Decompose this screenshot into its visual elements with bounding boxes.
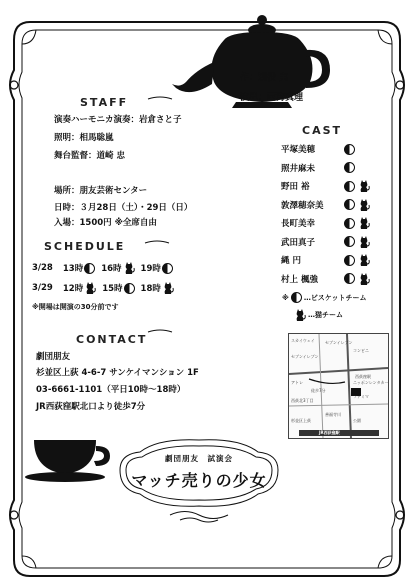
title-sub: 劇団朋友 試演会 bbox=[165, 454, 233, 463]
biscuit-ball-icon bbox=[162, 263, 173, 274]
biscuit-ball-icon bbox=[344, 162, 355, 173]
cast-member bbox=[281, 251, 391, 270]
cast-member bbox=[281, 270, 391, 289]
biscuit-ball-icon bbox=[124, 283, 135, 294]
map-label: 西荻北3丁目 bbox=[291, 398, 314, 403]
cast-heading: CAST bbox=[302, 124, 343, 137]
staff-line: 舞台監督：道崎 忠 bbox=[54, 151, 125, 161]
author-credit: 作：別役 実 bbox=[240, 73, 289, 83]
schedule-heading: SCHEDULE bbox=[44, 240, 126, 253]
title-box bbox=[115, 452, 283, 512]
contact-address: 杉並区上荻 4-6-7 サンケイマンション 1F bbox=[36, 368, 199, 378]
cat-icon bbox=[358, 273, 370, 285]
map-label: コンビニ bbox=[353, 348, 369, 353]
contact-phone: 03-6661-1101（平日10時～18時） bbox=[36, 385, 186, 395]
legend-cat-label: …猫チーム bbox=[308, 311, 343, 319]
teacup-silhouette bbox=[25, 440, 110, 482]
cast-name: 平塚美穂 bbox=[281, 145, 316, 156]
page-title: マッチ売りの少女 bbox=[131, 471, 267, 490]
biscuit-ball-icon bbox=[344, 218, 355, 229]
biscuit-ball-icon bbox=[84, 263, 95, 274]
contact-org: 劇団朋友 bbox=[36, 352, 71, 362]
schedule-slot bbox=[101, 262, 134, 274]
schedule-slot bbox=[63, 282, 96, 294]
map-label: 公園 bbox=[353, 418, 361, 423]
cat-icon bbox=[358, 254, 370, 266]
cast-name: 敦澤穂奈美 bbox=[281, 200, 324, 211]
schedule-date: 3/28 bbox=[32, 263, 53, 273]
cat-icon bbox=[84, 282, 96, 294]
cat-icon bbox=[358, 236, 370, 248]
map-label: ファミマ bbox=[353, 394, 369, 399]
schedule-time: 12時 bbox=[62, 284, 84, 294]
schedule-time: 15時 bbox=[102, 284, 123, 294]
legend-biscuit-label: …ビスケットチーム bbox=[303, 293, 367, 302]
cast-member bbox=[281, 214, 391, 233]
cast-member bbox=[281, 233, 391, 252]
contact-access: JR西荻窪駅北口より徒歩7分 bbox=[36, 402, 146, 412]
schedule-slot bbox=[141, 282, 174, 294]
map-label: アトレ bbox=[291, 380, 303, 385]
schedule-table bbox=[32, 262, 272, 302]
map-label: セブンイレブン bbox=[291, 354, 319, 359]
venue-price: 入場：1500円 ※全席自由 bbox=[54, 218, 157, 228]
biscuit-ball-icon bbox=[344, 255, 355, 266]
venue-dates: 日時：３月28日（土）・29日（日） bbox=[54, 203, 193, 213]
cast-name: 村上 楓強 bbox=[281, 274, 318, 285]
map-label: 西荻窪駅 bbox=[355, 374, 371, 379]
cast-name: 武田真子 bbox=[281, 237, 316, 248]
schedule-time: 19時 bbox=[140, 264, 161, 274]
biscuit-ball-icon bbox=[344, 181, 355, 192]
cast-list bbox=[281, 140, 391, 288]
cat-icon bbox=[123, 262, 135, 274]
cast-member bbox=[281, 159, 391, 178]
map-label: 徒歩7分 bbox=[311, 388, 326, 393]
biscuit-ball-icon bbox=[344, 236, 355, 247]
legend-asterisk: ※ bbox=[282, 293, 289, 302]
staff-line: 照明：相馬聡嵐 bbox=[54, 133, 114, 143]
map-label: スカイウェイ bbox=[291, 338, 315, 343]
staff-heading: STAFF bbox=[80, 96, 129, 109]
schedule-time: 13時 bbox=[62, 264, 84, 274]
cast-name: 野田 裕 bbox=[281, 182, 310, 193]
access-map bbox=[288, 333, 389, 439]
schedule-time: 18時 bbox=[140, 284, 161, 294]
schedule-slot bbox=[141, 262, 173, 274]
map-label: セブンイレブン bbox=[325, 340, 353, 345]
cast-legend bbox=[282, 292, 392, 321]
schedule-slot bbox=[63, 262, 95, 274]
cast-member bbox=[281, 196, 391, 215]
biscuit-ball-icon bbox=[344, 199, 355, 210]
schedule-date: 3/29 bbox=[32, 283, 53, 293]
cat-icon bbox=[162, 282, 174, 294]
cat-icon bbox=[358, 199, 370, 211]
cat-icon bbox=[358, 180, 370, 192]
cast-name: 照井麻未 bbox=[281, 163, 316, 174]
cast-member bbox=[281, 140, 391, 159]
schedule-row bbox=[32, 282, 272, 294]
contact-heading: CONTACT bbox=[76, 333, 148, 346]
schedule-time: 16時 bbox=[101, 264, 122, 274]
biscuit-ball-icon bbox=[291, 292, 302, 303]
map-label: 杉並区上荻 bbox=[291, 418, 311, 423]
director-credit: 演出：西海真理 bbox=[240, 93, 304, 103]
biscuit-ball-icon bbox=[344, 273, 355, 284]
schedule-slot bbox=[102, 282, 134, 294]
map-label: ニッポンレンタカー bbox=[353, 380, 389, 385]
map-label: 善福寺川 bbox=[325, 412, 341, 417]
cast-name: 縄 円 bbox=[281, 256, 301, 267]
staff-line: 演奏ハーモニカ演奏：岩倉さと子 bbox=[54, 115, 182, 125]
cast-member bbox=[281, 177, 391, 196]
biscuit-ball-icon bbox=[344, 144, 355, 155]
venue-place: 場所：朋友芸術センター bbox=[54, 186, 148, 196]
cat-icon bbox=[294, 309, 306, 321]
schedule-row bbox=[32, 262, 272, 274]
map-label: JR西荻窪駅 bbox=[319, 430, 340, 435]
cast-name: 長町美幸 bbox=[281, 219, 316, 230]
cat-icon bbox=[358, 217, 370, 229]
schedule-note: ※開場は開演の30分前です bbox=[32, 303, 119, 311]
